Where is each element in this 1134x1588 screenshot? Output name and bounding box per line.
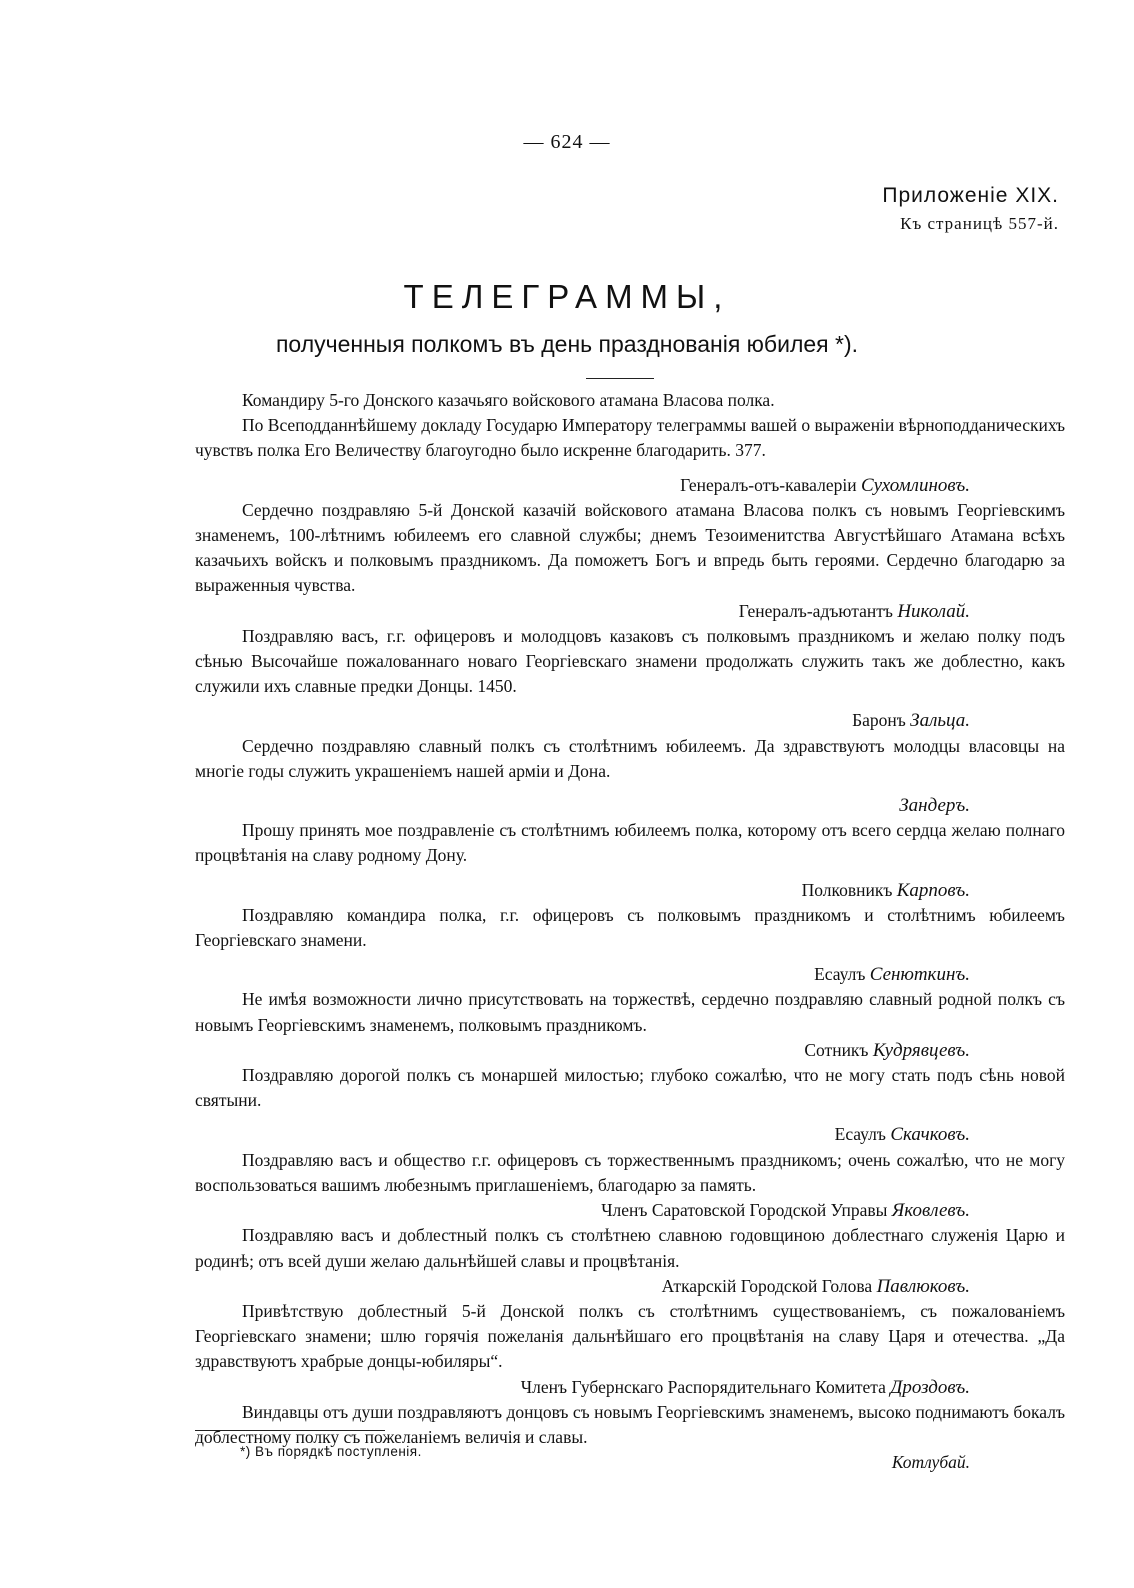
- signer-name: Яковлевъ.: [891, 1200, 970, 1222]
- signer-name: Зальца.: [910, 710, 970, 732]
- telegram-text: Виндавцы отъ души поздравляютъ донцовъ съ новымъ Георгіевскимъ знаменемъ, высоко поднимаютъ бокалъ доблестному полку съ пожеланіемъ величія и славы.: [195, 1401, 1065, 1447]
- telegram-text: Поздравляю дорогой полкъ съ монаршей милостью; глубоко сожалѣю, что не могу стать подъ сѣнь новой святыни.: [195, 1065, 1065, 1111]
- signer-name: Сенюткинъ.: [869, 964, 970, 986]
- signer-name: Зандеръ.: [899, 795, 970, 817]
- signer-name: Сухомлиновъ.: [860, 474, 970, 496]
- telegram: [195, 388, 1065, 498]
- telegram-signature: [195, 793, 1065, 818]
- telegram-text: Поздравляю васъ и доблестный полкъ съ столѣтнею славною годовщиною доблестнаго служенія Царю и родинѣ; отъ всей души желаю дальнѣйшей славы и процвѣтанія.: [195, 1225, 1065, 1271]
- signer-name: Карповъ.: [896, 879, 970, 901]
- signer-name: Кудрявцевъ.: [872, 1039, 970, 1061]
- telegram-signature: [195, 878, 1065, 903]
- signer-name: Скачковъ.: [890, 1124, 970, 1146]
- signer-rank: Генералъ-адъютантъ: [738, 600, 893, 621]
- signer-name: Николай.: [897, 600, 970, 622]
- telegram: [195, 818, 1065, 903]
- telegram-text: Привѣтствую доблестный 5-й Донской полкъ съ столѣтнимъ существованіемъ, съ пожалованіемъ Георгіевскаго знамени; шлю горячія пожеланія дальнѣйшаго его процвѣтанія на славу Царя и отечества. „Да здравствуютъ храбрые донцы-юбиляры“.: [195, 1300, 1065, 1372]
- signer-rank: Аткарскій Городской Голова: [661, 1275, 873, 1296]
- telegram-text: Командиру 5-го Донского казачьяго войскового атамана Власова полка.: [242, 390, 775, 410]
- signer-rank: Генералъ-отъ-кавалеріи: [680, 474, 857, 495]
- telegram-text: Не имѣя возможности лично присутствовать на торжествѣ, сердечно поздравляю славный родной полкъ съ новымъ Георгіевскимъ знаменемъ, полковымъ праздникомъ.: [195, 989, 1065, 1035]
- telegram: [195, 1400, 1065, 1476]
- telegram: [195, 734, 1065, 819]
- telegram-text: Сердечно поздравляю 5-й Донской казачій войскового атамана Власова полкъ съ новымъ Георгіевскимъ знаменемъ, 100-лѣтнимъ юбилеемъ его славной службы; днемъ Тезоименитства Августѣйшаго Атамана всѣхъ казачьихъ войскъ и полковымъ праздникомъ. Да поможетъ Богъ и впредь быть героями. Сердечно благодарю за выраженныя чувства.: [195, 499, 1065, 596]
- page-number: — 624 —: [523, 131, 611, 153]
- appendix-page-ref: Къ страницѣ 557-й.: [900, 214, 1059, 233]
- signer-name: Котлубай.: [891, 1452, 970, 1473]
- telegram-signature: [195, 1038, 1065, 1063]
- telegram-signature: [195, 1198, 1065, 1223]
- telegram: [195, 1299, 1065, 1400]
- footnote: *) Въ порядкѣ поступленія.: [240, 1444, 422, 1459]
- appendix-header: [882, 181, 1059, 237]
- telegram-signature: [195, 1122, 1065, 1147]
- telegram: [195, 1223, 1065, 1299]
- telegram: [195, 1063, 1065, 1148]
- telegram-text: Поздравляю командира полка, г.г. офицеровъ съ полковымъ праздникомъ и столѣтнимъ юбилеемъ Георгіевскаго знамени.: [195, 904, 1065, 951]
- telegram-text: Прошу принять мое поздравленіе съ столѣтнимъ юбилеемъ полка, которому отъ всего сердца желаю полнаго процвѣтанія на славу родному Дону.: [195, 820, 1065, 866]
- footnote-divider: [195, 1430, 385, 1431]
- telegram-list: [195, 388, 1065, 1475]
- signer-rank: Есаулъ: [814, 964, 866, 985]
- page-title: ТЕЛЕГРАММЫ,: [403, 278, 731, 315]
- signer-name: Павлюковъ.: [876, 1275, 970, 1297]
- signer-rank: Баронъ: [852, 710, 906, 731]
- page-subtitle: полученныя полкомъ въ день празднованія юбилея *).: [275, 331, 859, 357]
- telegram-text: Сердечно поздравляю славный полкъ съ столѣтнимъ юбилеемъ. Да здравствуютъ молодцы власовцы на многіе годы служить украшеніемъ нашей арміи и Дона.: [195, 735, 1065, 781]
- signer-rank: Сотникъ: [804, 1039, 869, 1060]
- telegram: [195, 903, 1065, 988]
- signer-rank: Полковникъ: [801, 879, 893, 900]
- telegram-signature: [195, 599, 1065, 624]
- telegram: [195, 987, 1065, 1063]
- telegram-text: Поздравляю васъ, г.г. офицеровъ и молодцовъ казаковъ съ полковымъ праздникомъ и желаю полку подъ сѣнью Высочайше пожалованнаго новаго Георгіевскаго знамени продолжать служить такъ же доблестно, какъ служили ихъ славные предки Донцы. 1450.: [195, 625, 1065, 697]
- telegram-signature: [195, 1375, 1065, 1400]
- telegram: [195, 624, 1065, 734]
- telegram-text: Поздравляю васъ и общество г.г. офицеровъ съ торжественнымъ праздникомъ; очень сожалѣю, что не могу воспользоваться вашимъ любезнымъ приглашеніемъ, благодарю за память.: [195, 1149, 1065, 1195]
- telegram-text: По Всеподданнѣйшему докладу Государю Императору телеграммы вашей о выраженіи вѣрноподданическихъ чувствъ полка Его Величеству благоугодно было искренне благодарить. 377.: [195, 415, 1065, 461]
- telegram-signature: [195, 1274, 1065, 1299]
- telegram: [195, 1148, 1065, 1224]
- title-divider: [586, 378, 654, 379]
- signer-rank: Членъ Губернскаго Распорядительнаго Комитета: [520, 1376, 886, 1397]
- signer-rank: Членъ Саратовской Городской Управы: [601, 1200, 888, 1221]
- signer-rank: Есаулъ: [834, 1124, 886, 1145]
- telegram-signature: [195, 962, 1065, 987]
- signer-name: Дроздовъ.: [890, 1376, 970, 1398]
- telegram: [195, 498, 1065, 624]
- telegram-signature: [195, 473, 1065, 498]
- appendix-label: Приложеніе XIX.: [882, 184, 1059, 207]
- telegram-signature: [195, 708, 1065, 733]
